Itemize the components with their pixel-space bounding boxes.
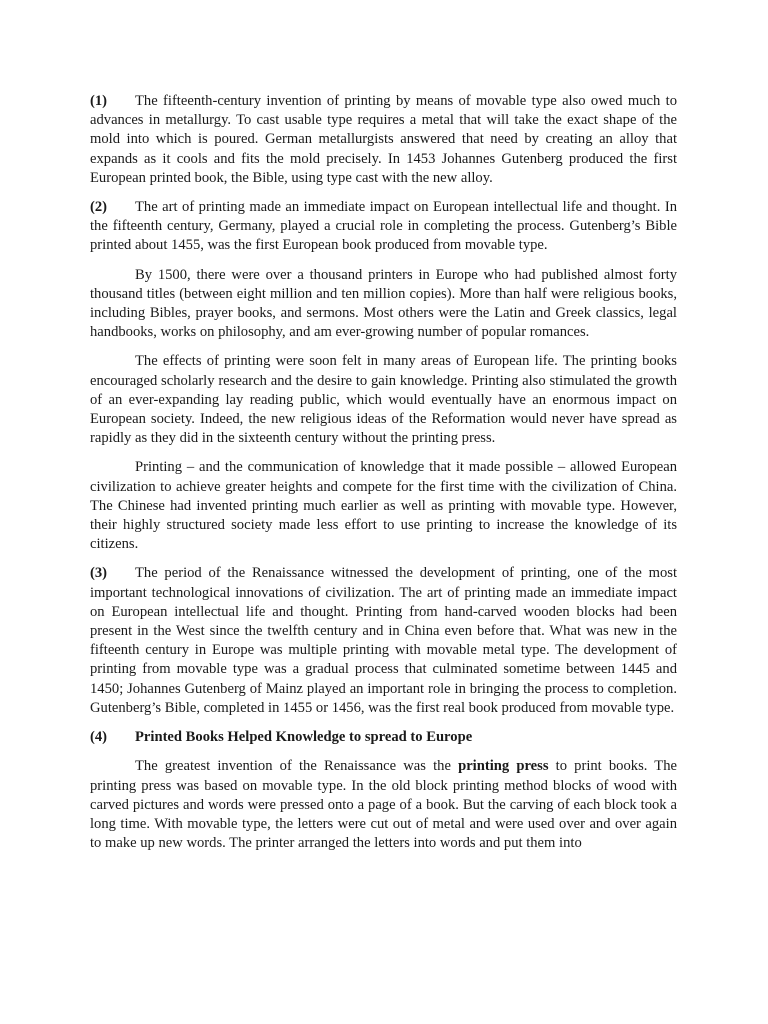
section-3-text: The period of the Renaissance witnessed the development of printing, one of the most important technological innovations of civilization. The art of printing made an immediate impact on European intellectual life and thought. Printing from hand-carved wooden blocks had been present in the West since the twelfth century and in China even before that. What was new in the fifteenth century in Europe was multiple printing with movable metal type. The development of printing from movable type was a gradual process that culminated sometime between 1445 and 1450; Johannes Gutenberg of Mainz played an important role in bringing the process to completion. Gutenberg’s Bible, completed in 1455 or 1456, was the first real book produced from movable type. (90, 565, 677, 716)
section-4-text-before: The greatest invention of the Renaissance was the (135, 758, 459, 775)
section-2-paragraph-2: By 1500, there were over a thousand printers in Europe who had published almost forty thousand titles (between eight million and ten million copies). More than half were religious books, including Bibles, prayer books, and sermons. Most others were the Latin and Greek classics, legal handbooks, works on philosophy, and am ever-growing number of popular romances. (90, 266, 677, 341)
section-2-paragraph-4: Printing – and the communication of knowledge that it made possible – allowed European civilization to achieve greater heights and compete for the first time with the civilization of China. The Chinese had invented printing much earlier as well as printing with movable type. However, their highly structured society made less effort to use printing to increase the knowledge of its citizens. (90, 459, 677, 553)
section-4-bold-phrase: printing press (458, 758, 549, 775)
section-3-number: (3) (90, 565, 108, 582)
section-4-heading (90, 728, 677, 747)
section-3-paragraph (90, 564, 677, 718)
section-1-paragraph (90, 92, 677, 188)
section-2-text: The art of printing made an immediate impact on European intellectual life and thought. In the fifteenth century, Germany, played a crucial role in completing the process. Gutenberg’s Bible printed about 1455, was the first European book produced from movable type. (90, 199, 677, 254)
section-1-text: The fifteenth-century invention of printing by means of movable type also owed much to advances in metallurgy. To cast usable type requires a metal that will take the exact shape of the mold into which is poured. German metallurgists answered that need by creating an alloy that expands as it cools and fits the mold precisely. In 1453 Johannes Gutenberg produced the first European printed book, the Bible, using type cast with the new alloy. (90, 93, 677, 186)
section-1-number: (1) (90, 93, 108, 109)
section-2-paragraph (90, 198, 677, 256)
section-4-heading-text: Printed Books Helped Knowledge to spread to Europe (135, 729, 473, 746)
document-page (90, 92, 677, 863)
section-2-paragraph-3: The effects of printing were soon felt in many areas of European life. The printing books encouraged scholarly research and the desire to gain knowledge. Printing also stimulated the growth of an ever-expanding lay reading public, which would eventually have an enormous impact on European society. Indeed, the new religious ideas of the Reformation would never have spread as rapidly as they did in the sixteenth century without the printing press. (90, 353, 677, 447)
section-4-text-after: to print books. The printing press was based on movable type. In the old block printing method blocks of wood with carved pictures and words were pressed onto a page of a book. But the carving of each block took a long time. With movable type, the letters were cut out of metal and were used over and over again to make up new words. The printer arranged the letters into words and put them into (90, 758, 677, 852)
section-2-number: (2) (90, 199, 108, 216)
section-4-paragraph (90, 757, 677, 853)
section-4-number: (4) (90, 729, 108, 746)
